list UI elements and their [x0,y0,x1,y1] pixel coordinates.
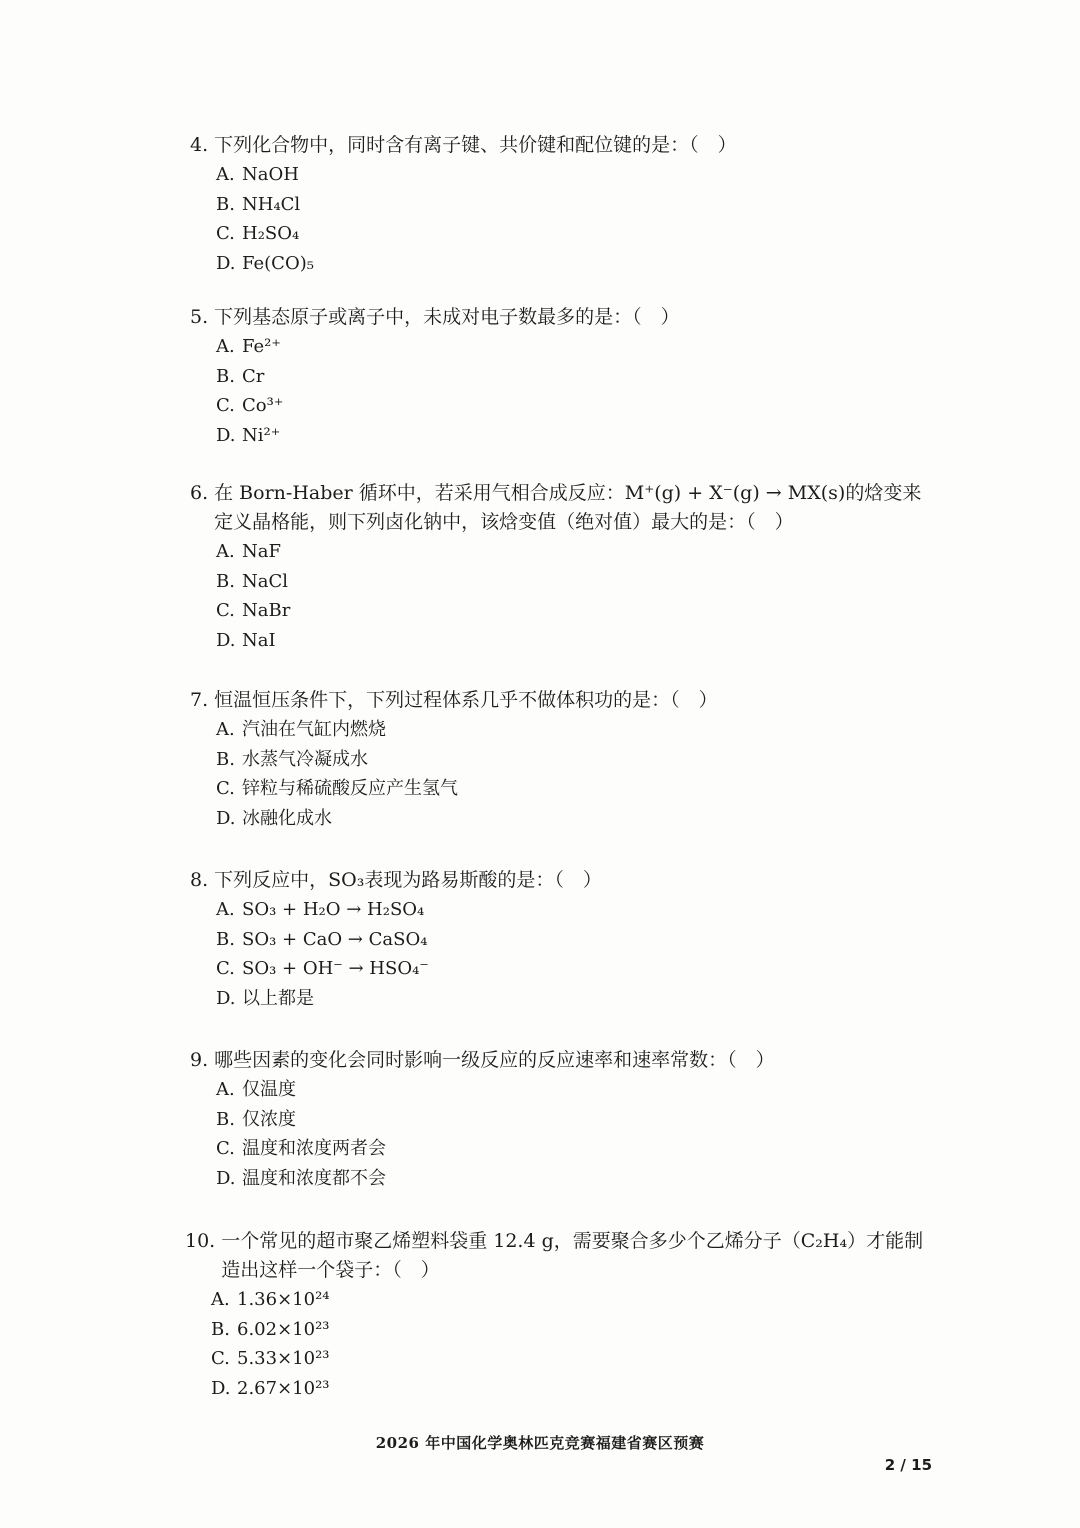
option-c [216,1134,930,1164]
option-text: 汽油在气缸内燃烧 [242,719,386,740]
question-stem [190,686,930,715]
option-letter: B. [216,365,235,387]
question-stem [190,479,930,537]
question-text: 下列化合物中，同时含有离子键、共价键和配位键的是：（ ） [214,134,737,156]
option-letter: B. [216,748,235,770]
option-text: 仅浓度 [242,1108,296,1130]
option-text: 6.02×10²³ [237,1318,330,1340]
option-letter: B. [211,1318,230,1340]
option-d [216,1164,930,1194]
option-letter: A. [216,1079,235,1100]
option-letter: D. [216,807,236,829]
option-list [211,1285,930,1403]
option-b [211,1315,930,1345]
option-letter: A. [216,336,235,357]
option-c [211,1344,930,1374]
option-text: NaI [242,629,276,651]
footer-title: 2026 年中国化学奥林匹克竞赛福建省赛区预赛 [375,1434,705,1452]
question-number: 4. [190,134,209,156]
option-text: Fe²⁺ [242,336,281,357]
option-text: SO₃ + CaO → CaSO₄ [242,928,428,950]
question-number: 8. [190,869,209,891]
question-text: 下列基态原子或离子中，未成对电子数最多的是：（ ） [214,306,680,328]
question-stem [190,303,930,332]
option-b [216,925,930,955]
option-text: Ni²⁺ [242,424,281,446]
option-letter: A. [211,1289,230,1310]
question-number: 6. [190,482,209,504]
question-8 [190,866,930,1013]
option-letter: C. [216,223,235,244]
option-letter: B. [216,193,235,215]
option-a [216,715,930,745]
option-letter: D. [216,987,236,1009]
option-d [216,421,930,451]
question-7 [190,686,930,833]
option-a [216,160,930,190]
question-4 [190,131,930,278]
option-list [216,537,930,655]
option-text: 水蒸气冷凝成水 [242,748,368,770]
option-b [216,190,930,220]
option-list [216,332,930,450]
question-text: 一个常见的超市聚乙烯塑料袋重 12.4 g，需要聚合多少个乙烯分子（C₂H₄）才能制造出这样一个袋子：（ ） [221,1230,924,1281]
question-number: 9. [190,1049,209,1071]
option-text: Co³⁺ [242,395,284,416]
option-letter: C. [216,778,235,799]
option-text: 2.67×10²³ [237,1377,330,1399]
option-text: SO₃ + H₂O → H₂SO₄ [242,899,425,920]
option-letter: B. [216,570,235,592]
question-6 [190,479,930,655]
question-text: 恒温恒压条件下，下列过程体系几乎不做体积功的是：（ ） [214,689,718,711]
option-text: 仅温度 [242,1079,296,1100]
page-number: 2 / 15 [884,1456,932,1474]
option-letter: A. [216,719,235,740]
option-list [216,160,930,278]
option-c [216,391,930,421]
question-stem [185,1227,930,1285]
option-d [211,1374,930,1404]
option-letter: C. [216,958,235,979]
option-text: Cr [242,365,265,387]
option-c [216,954,930,984]
option-text: 温度和浓度两者会 [242,1138,386,1159]
option-list [216,715,930,833]
option-d [216,804,930,834]
option-letter: D. [216,424,236,446]
option-letter: D. [216,252,236,274]
option-a [216,332,930,362]
option-letter: A. [216,164,235,185]
option-letter: A. [216,541,235,562]
option-text: 1.36×10²⁴ [237,1289,330,1310]
option-a [216,895,930,925]
option-text: 锌粒与稀硫酸反应产生氢气 [242,778,458,799]
option-b [216,362,930,392]
option-text: NH₄Cl [242,193,301,215]
option-letter: C. [211,1348,230,1369]
option-a [211,1285,930,1315]
option-c [216,774,930,804]
option-list [216,1075,930,1193]
option-letter: B. [216,928,235,950]
option-letter: D. [216,629,236,651]
question-10 [185,1227,930,1403]
option-text: 温度和浓度都不会 [242,1167,386,1189]
option-a [216,1075,930,1105]
option-b [216,567,930,597]
option-letter: B. [216,1108,235,1130]
option-b [216,745,930,775]
question-number: 5. [190,306,209,328]
question-stem [190,866,930,895]
option-letter: D. [216,1167,236,1189]
option-d [216,984,930,1014]
option-c [216,219,930,249]
option-text: 冰融化成水 [242,807,332,829]
option-letter: C. [216,395,235,416]
option-d [216,626,930,656]
option-text: NaOH [242,164,299,185]
option-c [216,596,930,626]
option-text: NaBr [242,600,291,621]
option-letter: D. [211,1377,231,1399]
option-letter: C. [216,600,235,621]
question-stem [190,131,930,160]
option-letter: A. [216,899,235,920]
question-5 [190,303,930,450]
option-b [216,1105,930,1135]
option-letter: C. [216,1138,235,1159]
option-text: NaCl [242,570,289,592]
question-stem [190,1046,930,1075]
question-number: 10. [185,1230,216,1252]
question-number: 7. [190,689,209,711]
question-text: 哪些因素的变化会同时影响一级反应的反应速率和速率常数：（ ） [214,1049,775,1071]
option-text: Fe(CO)₅ [242,252,314,274]
question-text: 下列反应中，SO₃表现为路易斯酸的是：（ ） [214,869,602,891]
option-list [216,895,930,1013]
option-text: NaF [242,541,281,562]
option-a [216,537,930,567]
question-9 [190,1046,930,1193]
option-text: H₂SO₄ [242,223,300,244]
option-text: 5.33×10²³ [237,1348,330,1369]
question-text: 在 Born-Haber 循环中，若采用气相合成反应：M⁺(g) + X⁻(g) → MX(s)的焓变来定义晶格能，则下列卤化钠中，该焓变值（绝对值）最大的是：（ ） [214,482,922,533]
option-text: 以上都是 [242,987,314,1009]
option-d [216,249,930,279]
option-text: SO₃ + OH⁻ → HSO₄⁻ [242,958,429,979]
